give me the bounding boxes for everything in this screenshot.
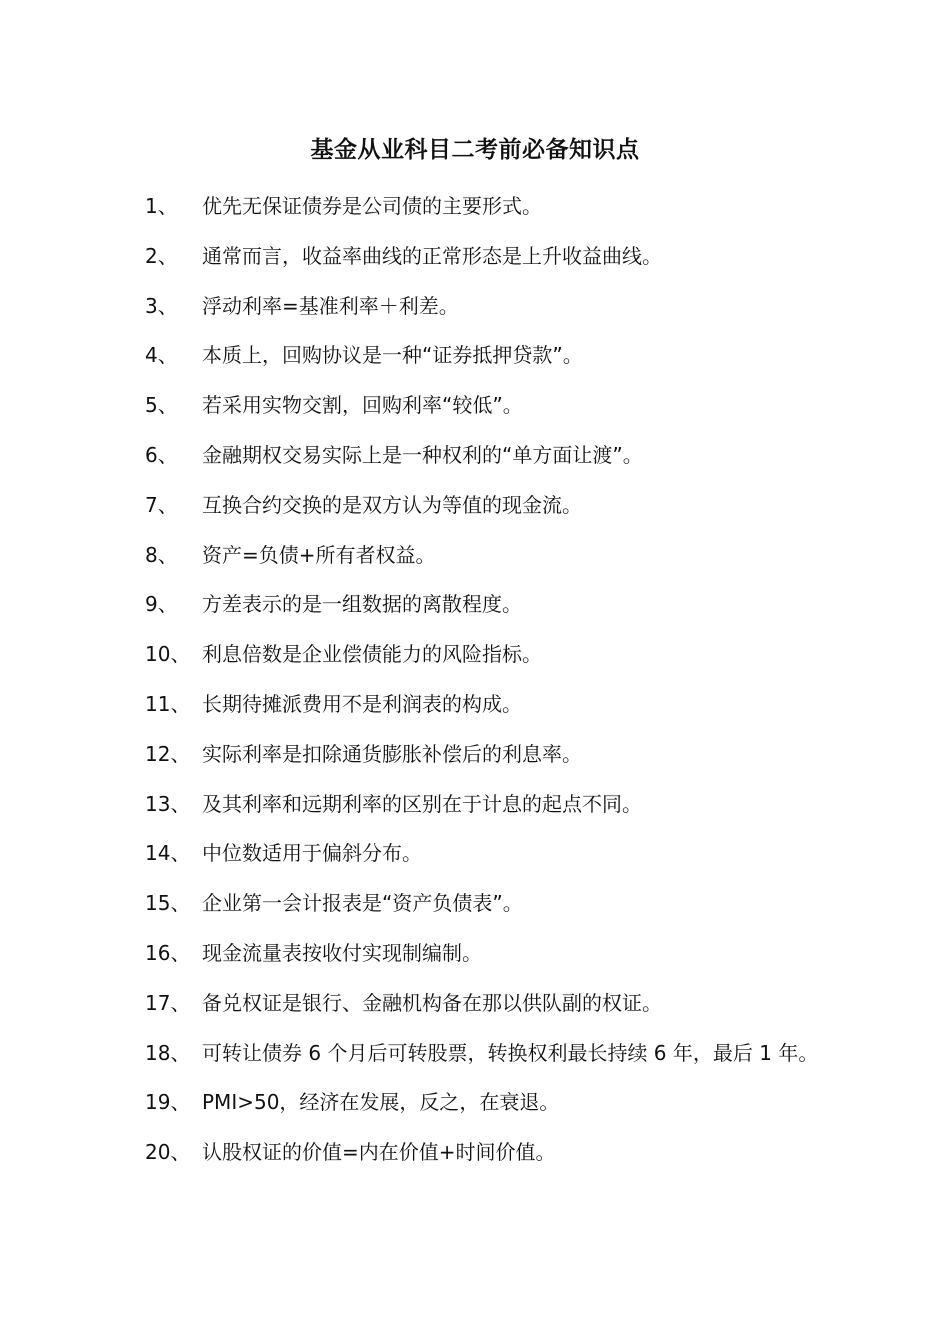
list-item [145,232,825,282]
item-number: 8、 [145,542,178,567]
item-text: 资产=负债+所有者权益。 [202,542,436,567]
list-item [145,829,825,879]
list-item [145,481,825,531]
knowledge-point-list [145,182,825,1178]
list-item [145,282,825,332]
list-item [145,929,825,979]
list-item [145,780,825,830]
item-number: 18、 [145,1040,191,1065]
list-item [145,730,825,780]
item-number: 14、 [145,841,191,866]
list-item [145,431,825,481]
item-number: 6、 [145,442,178,467]
item-number: 5、 [145,393,178,418]
list-item [145,630,825,680]
item-number: 10、 [145,642,191,667]
list-item [145,1078,825,1128]
item-number: 2、 [145,243,178,268]
item-number: 1、 [145,194,178,218]
item-text: 可转让债券 6 个月后可转股票，转换权利最长持续 6 年，最后 1 年。 [202,1040,819,1065]
list-item [145,1029,825,1079]
item-number: 20、 [145,1140,191,1165]
item-text: 实际利率是扣除通货膨胀补偿后的利息率。 [202,741,582,766]
item-text: 若采用实物交割，回购利率“较低”。 [202,393,523,418]
item-number: 7、 [145,492,178,517]
item-number: 16、 [145,940,191,965]
item-text: 及其利率和远期利率的区别在于计息的起点不同。 [202,791,642,816]
item-text: 浮动利率=基准利率＋利差。 [202,293,459,318]
item-text: 金融期权交易实际上是一种权利的“单方面让渡”。 [202,442,643,467]
list-item [145,1128,825,1178]
item-text: 互换合约交换的是双方认为等值的现金流。 [202,492,582,517]
item-number: 17、 [145,990,191,1015]
item-text: 方差表示的是一组数据的离散程度。 [202,592,522,617]
item-text: 长期待摊派费用不是利润表的构成。 [202,691,522,716]
list-item [145,879,825,929]
item-number: 9、 [145,592,178,617]
item-text: PMI>50，经济在发展，反之，在衰退。 [202,1090,560,1115]
item-number: 19、 [145,1090,191,1115]
item-text: 认股权证的价值=内在价值+时间价值。 [202,1140,556,1165]
item-text: 优先无保证债券是公司债的主要形式。 [202,194,542,218]
list-item [145,182,825,232]
page-title: 基金从业科目二考前必备知识点 [310,137,640,163]
item-number: 13、 [145,791,191,816]
list-item [145,580,825,630]
item-text: 通常而言，收益率曲线的正常形态是上升收益曲线。 [202,243,662,268]
list-item [145,979,825,1029]
item-text: 备兑权证是银行、金融机构备在那以供队副的权证。 [202,990,662,1015]
item-number: 15、 [145,891,191,916]
item-text: 企业第一会计报表是“资产负债表”。 [202,891,523,916]
list-item [145,680,825,730]
item-text: 利息倍数是企业偿债能力的风险指标。 [202,642,542,667]
list-item [145,531,825,581]
list-item [145,381,825,431]
item-number: 11、 [145,691,191,716]
item-number: 12、 [145,741,191,766]
item-text: 本质上，回购协议是一种“证券抵押贷款”。 [202,343,583,368]
item-text: 现金流量表按收付实现制编制。 [202,940,482,965]
list-item [145,331,825,381]
item-text: 中位数适用于偏斜分布。 [202,841,422,866]
item-number: 4、 [145,343,178,368]
item-number: 3、 [145,293,178,318]
